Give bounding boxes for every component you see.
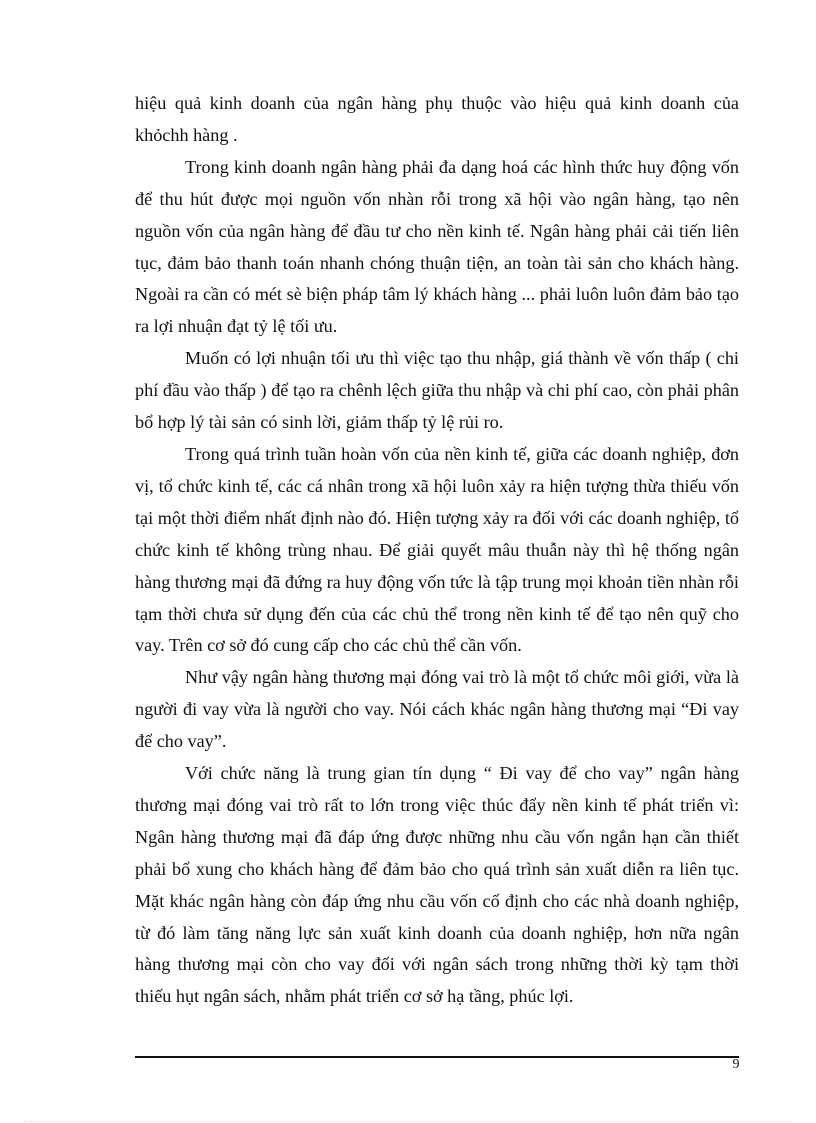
paragraph-continued: hiệu quả kinh doanh của ngân hàng phụ thuộc vào hiệu quả kinh doanh của khỏchh hàng . <box>135 93 739 145</box>
page-bottom-edge <box>24 1121 792 1122</box>
document-body <box>135 88 739 1013</box>
paragraph-intermediary-role: Như vậy ngân hàng thương mại đóng vai trò là một tổ chức môi giới, vừa là người đi vay vừa là người cho vay. Nói cách khác ngân hàng thương mại “Đi vay để cho vay”. <box>135 667 739 752</box>
page-number: 9 <box>732 1057 740 1072</box>
paragraph-capital-circulation: Trong quá trình tuần hoàn vốn của nền kinh tế, giữa các doanh nghiệp, đơn vị, tổ chức kinh tế, các cá nhân trong xã hội luôn xảy ra hiện tượng thừa thiếu vốn tại một thời điểm nhất định nào đó. Hiện tượng xảy ra đối với các doanh nghiệp, tổ chức kinh tế không trùng nhau. Để giải quyết mâu thuẫn này thì hệ thống ngân hàng thương mại đã đứng ra huy động vốn tức là tập trung mọi khoản tiền nhàn rỗi tạm thời chưa sử dụng đến của các chủ thể trong nền kinh tế để tạo nên quỹ cho vay. Trên cơ sở đó cung cấp cho các chủ thể cần vốn. <box>135 443 739 656</box>
footer-divider <box>135 1056 739 1058</box>
paragraph-capital-mobilization: Trong kinh doanh ngân hàng phải đa dạng hoá các hình thức huy động vốn để thu hút được mọi nguồn vốn nhàn rỗi trong xã hội vào ngân hàng, tạo nên nguồn vốn của ngân hàng để đầu tư cho nền kinh tế. Ngân hàng phải cải tiến liên tục, đảm bảo thanh toán nhanh chóng thuận tiện, an toàn tài sản cho khách hàng. Ngoài ra cần có mét sè biện pháp tâm lý khách hàng ... phải luôn luôn đảm bảo tạo ra lợi nhuận đạt tỷ lệ tối ưu. <box>135 156 739 337</box>
paragraph-optimal-profit: Muốn có lợi nhuận tối ưu thì việc tạo thu nhập, giá thành về vốn thấp ( chi phí đầu vào thấp ) để tạo ra chênh lệch giữa thu nhập và chi phí cao, còn phải phân bổ hợp lý tài sản có sinh lời, giảm thấp tỷ lệ rủi ro. <box>135 348 739 433</box>
paragraph-credit-intermediary: Với chức năng là trung gian tín dụng “ Đi vay để cho vay” ngân hàng thương mại đóng vai trò rất to lớn trong việc thúc đẩy nền kinh tế phát triển vì: Ngân hàng thương mại đã đáp ứng được những nhu cầu vốn ngắn hạn cần thiết phải bổ xung cho khách hàng để đảm bảo cho quá trình sản xuất diễn ra liên tục. Mặt khác ngân hàng còn đáp ứng nhu cầu vốn cố định cho các nhà doanh nghiệp, từ đó làm tăng năng lực sản xuất kinh doanh của doanh nghiệp, hơn nữa ngân hàng thương mại còn cho vay đối với ngân sách trong những thời kỳ tạm thời thiếu hụt ngân sách, nhằm phát triển cơ sở hạ tầng, phúc lợi. <box>135 763 739 1007</box>
